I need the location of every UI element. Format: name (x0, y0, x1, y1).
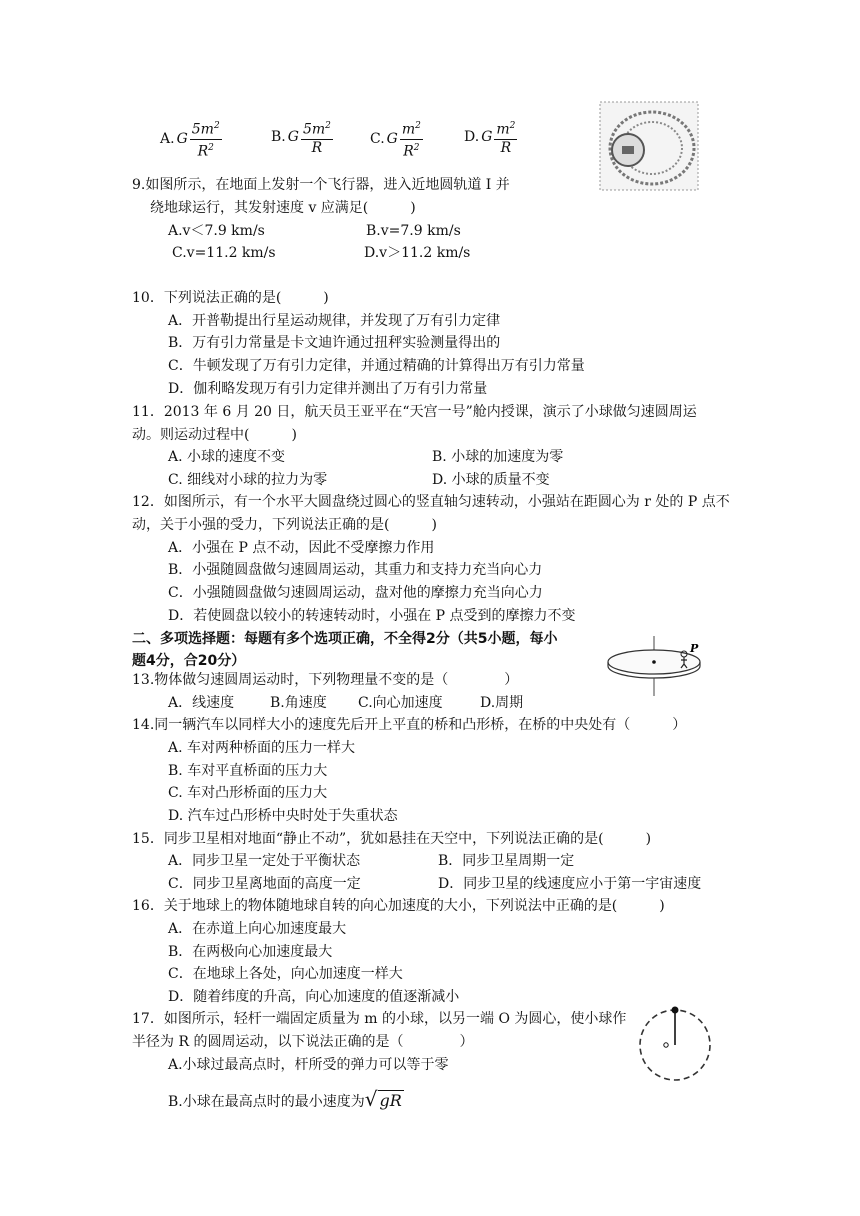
exponent: 2 (213, 121, 220, 131)
q11-option-a: A. 小球的速度不变 (168, 449, 286, 465)
q11-option-c: C. 细线对小球的拉力为零 (168, 472, 328, 488)
q9-option-c: C.v=11.2 km/s (172, 245, 276, 261)
q12-option-b: B．小强随圆盘做匀速圆周运动，其重力和支持力充当向心力 (168, 562, 543, 578)
numerator: 5m (191, 121, 214, 138)
q15-stem: 15．同步卫星相对地面“静止不动”，犹如悬挂在天空中，下列说法正确的是( ) (132, 831, 652, 847)
numerator: m (496, 121, 510, 138)
exponent: 2 (208, 142, 214, 153)
q16-option-d: D．随着纬度的升高，向心加速度的值逐渐减小 (168, 989, 460, 1005)
q12-stem-line1: 12．如图所示，有一个水平大圆盘绕过圆心的竖直轴匀速转动，小强站在距圆心为 r 处的 P 点不 (132, 494, 730, 510)
fraction (301, 118, 333, 157)
q11-stem-line1: 11．2013 年 6 月 20 日，航天员王亚平在“天宫一号”舱内授课，演示了小球做匀速圆周运 (132, 404, 697, 420)
sqrt-expression (364, 1087, 404, 1111)
section2-heading-line1: 二、多项选择题：每题有多个选项正确，不全得2分（共5小题，每小 (132, 631, 558, 647)
q10-option-c: C．牛顿发现了万有引力定律，并通过精确的计算得出万有引力常量 (168, 358, 585, 374)
exponent: 2 (415, 121, 421, 131)
pivot-o (664, 1043, 668, 1047)
constant-g: G (176, 131, 188, 148)
q15-option-a: A．同步卫星一定处于平衡状态 (168, 853, 361, 869)
earth-orbit-figure (598, 100, 700, 192)
constant-g: G (481, 129, 493, 146)
q14-option-d: D. 汽车过凸形桥中央时处于失重状态 (168, 808, 398, 824)
q9-option-d: D.v＞11.2 km/s (364, 245, 471, 261)
q12-option-c: C．小强随圆盘做匀速圆周运动，盘对他的摩擦力充当向心力 (168, 585, 543, 601)
constant-g: G (287, 129, 299, 146)
q10-option-a: A．开普勒提出行星运动规律，并发现了万有引力定律 (168, 313, 501, 329)
denominator: R (311, 139, 323, 156)
option-letter: C. (370, 131, 385, 148)
q9-stem-line2: 绕地球运行，其发射速度 v 应满足( ) (150, 200, 416, 216)
q13-option-c: C.向心加速度 (358, 695, 443, 711)
q11-stem-line2: 动。则运动过程中( ) (132, 427, 297, 443)
q17-stem-line2: 半径为 R 的圆周运动，以下说法正确的是（ ） (132, 1034, 474, 1050)
numerator: 5m (302, 121, 326, 138)
fraction (400, 118, 423, 160)
q15-option-c: C．同步卫星离地面的高度一定 (168, 876, 361, 892)
point-p-label: P (690, 642, 699, 655)
q12-option-d: D．若使圆盘以较小的转速转动时，小强在 P 点受到的摩擦力不变 (168, 608, 576, 624)
constant-g: G (386, 131, 398, 148)
ball (672, 1007, 679, 1014)
q14-option-a: A. 车对两种桥面的压力一样大 (168, 740, 356, 756)
q10-option-d: D．伽利略发现万有引力定律并测出了万有引力常量 (168, 381, 488, 397)
q13-option-b: B.角速度 (270, 695, 327, 711)
fraction (494, 118, 517, 157)
q17-option-b-text: B.小球在最高点时的最小速度为 (168, 1094, 365, 1110)
q16-stem: 16．关于地球上的物体随地球自转的向心加速度的大小，下列说法中正确的是( ) (132, 898, 665, 914)
numerator: m (401, 121, 416, 138)
q8-option-a (160, 118, 222, 160)
radical-sign: √ (364, 1087, 378, 1111)
q8-option-c (370, 118, 423, 160)
disc-center (652, 660, 656, 664)
q16-option-b: B．在两极向心加速度最大 (168, 944, 333, 960)
q10-option-b: B．万有引力常量是卡文迪许通过扭秤实验测量得出的 (168, 335, 501, 351)
denominator: R (403, 143, 414, 160)
launch-site (622, 146, 634, 154)
q17-option-b (168, 1087, 404, 1111)
q12-stem-line2: 动，关于小强的受力，下列说法正确的是( ) (132, 517, 437, 533)
q17-stem-line1: 17．如图所示，轻杆一端固定质量为 m 的小球，以另一端 O 为圆心，使小球作 (132, 1011, 627, 1027)
q16-option-c: C．在地球上各处，向心加速度一样大 (168, 966, 403, 982)
q15-option-d: D．同步卫星的线速度应小于第一宇宙速度 (438, 876, 702, 892)
q14-stem: 14.同一辆汽车以同样大小的速度先后开上平直的桥和凸形桥，在桥的中央处有（ ） (132, 717, 687, 733)
q14-option-b: B. 车对平直桥面的压力大 (168, 763, 328, 779)
q12-option-a: A．小强在 P 点不动，因此不受摩擦力作用 (168, 540, 435, 556)
q14-option-c: C. 车对凸形桥面的压力大 (168, 785, 328, 801)
denominator: R (500, 139, 512, 156)
q11-option-b: B. 小球的加速度为零 (432, 449, 564, 465)
rod-circle-figure (634, 1004, 716, 1086)
exponent: 2 (413, 142, 420, 153)
rotating-disc-figure (604, 634, 706, 698)
section2-heading-line2: 题4分，合20分） (132, 653, 246, 669)
q13-stem: 13.物体做匀速圆周运动时，下列物理量不变的是（ ） (132, 672, 519, 688)
q13-option-d: D.周期 (480, 695, 524, 711)
option-letter: A. (160, 131, 175, 148)
q11-option-d: D. 小球的质量不变 (432, 472, 550, 488)
q8-option-b (271, 118, 333, 157)
denominator: R (197, 143, 209, 160)
option-letter: D. (464, 129, 480, 146)
q16-option-a: A．在赤道上向心加速度最大 (168, 921, 347, 937)
exponent: 2 (325, 121, 331, 131)
q9-stem-line1: 9.如图所示，在地面上发射一个飞行器，进入近地圆轨道 I 并 (132, 177, 510, 193)
option-letter: B. (271, 129, 286, 146)
radicand: gR (379, 1091, 402, 1110)
fraction (190, 118, 222, 160)
q9-option-a: A.v＜7.9 km/s (168, 223, 265, 239)
q15-option-b: B．同步卫星周期一定 (438, 853, 575, 869)
q10-stem: 10．下列说法正确的是( ) (132, 290, 329, 306)
q8-option-d (464, 118, 517, 157)
q9-option-b: B.v=7.9 km/s (366, 223, 461, 239)
q13-option-a: A．线速度 (168, 695, 235, 711)
exponent: 2 (509, 121, 516, 131)
q17-option-a: A.小球过最高点时，杆所受的弹力可以等于零 (168, 1057, 449, 1073)
